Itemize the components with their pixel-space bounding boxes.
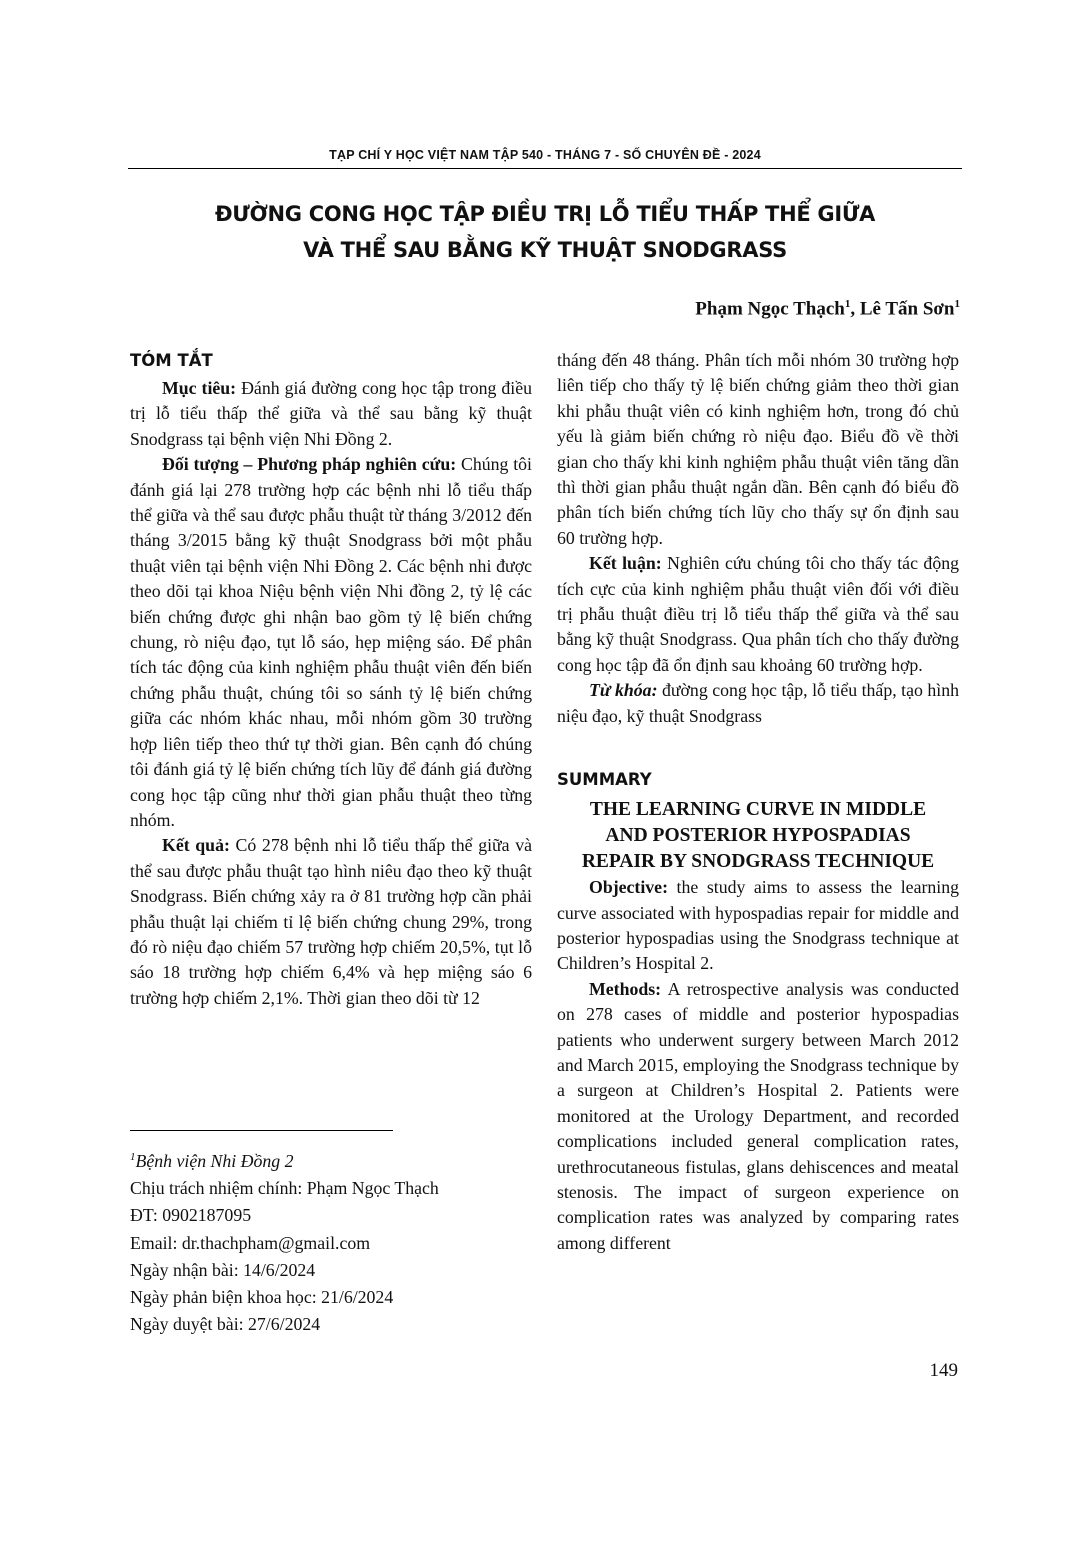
en-objective-label: Objective: — [589, 877, 668, 898]
footnotes — [130, 1144, 532, 1338]
en-methods-label: Methods: — [589, 978, 662, 999]
article-title — [128, 196, 962, 268]
header-rule — [128, 168, 962, 169]
methods-label: Đối tượng – Phương pháp nghiên cứu: — [162, 454, 457, 475]
abstract-vi-heading: TÓM TẮT — [130, 351, 213, 370]
footnote-accepted: Ngày duyệt bài: 27/6/2024 — [130, 1314, 321, 1335]
results-label: Kết quả: — [162, 835, 230, 856]
footnote-reviewed: Ngày phản biện khoa học: 21/6/2024 — [130, 1286, 394, 1307]
en-objective-text: the study aims to assess the learning curve associated with hypospadias repair for middle and posterior hypospadias using the Snodgrass technique at Children’s Hospital 2. — [557, 877, 959, 974]
title-line-1: ĐƯỜNG CONG HỌC TẬP ĐIỀU TRỊ LỖ TIỂU THẤP THỂ GIỮA — [214, 202, 876, 226]
english-title — [557, 797, 959, 875]
keywords-label: Từ khóa: — [589, 680, 658, 701]
right-column — [557, 348, 959, 1256]
english-title-line-1: THE LEARNING CURVE IN MIDDLE — [589, 799, 927, 821]
results-paragraph — [130, 833, 532, 1011]
footnote-mark: 1 — [130, 1151, 136, 1163]
footnote-rule — [130, 1130, 393, 1131]
keywords-paragraph — [557, 678, 959, 729]
affiliation-mark: 1 — [844, 298, 851, 310]
footnote-corresponding: Chịu trách nhiệm chính: Phạm Ngọc Thạch — [130, 1178, 439, 1199]
footnote-affiliation — [130, 1144, 532, 1175]
english-title-line-3: REPAIR BY SNODGRASS TECHNIQUE — [581, 851, 935, 873]
author-list — [695, 298, 960, 320]
footnote-phone: ĐT: 0902187095 — [130, 1205, 252, 1226]
results-continued: tháng đến 48 tháng. Phân tích mỗi nhóm 30 trường hợp liên tiếp cho thấy tỷ lệ biến chứng giảm theo thời gian khi phẫu thuật viên có kinh nghiệm hơn, trong đó chủ yếu là giảm biến chứng rò niệu đạo. Biểu đồ về thời gian cho thấy khi kinh nghiệm phẫu thuật viên tăng dần thì thời gian phẫu thuật ngắn dần. Bên cạnh đó biểu đồ phân tích biến chứng tích lũy cho thấy sự ổn định sau 60 trường hợp. — [557, 350, 959, 548]
objective-paragraph — [130, 376, 532, 452]
author-separator: , — [850, 298, 860, 320]
footnote-received: Ngày nhận bài: 14/6/2024 — [130, 1259, 316, 1280]
footnote-email: Email: dr.thachpham@gmail.com — [130, 1232, 371, 1253]
methods-text: Chúng tôi đánh giá lại 278 trường hợp các bệnh nhi lỗ tiểu thấp thể giữa và thể sau được phẫu thuật từ tháng 3/2012 đến tháng 3/2015 bằng kỹ thuật Snodgrass bởi một phẫu thuật viên tại bệnh viện Nhi Đồng 2. Các bệnh nhi được theo dõi tại khoa Niệu bệnh viện Nhi đồng 2, tỷ lệ các biến chứng được ghi nhận bao gồm tỷ lệ biến chứng chung, rò niệu đạo, tụt lỗ sáo, hẹp miệng sáo. Để phân tích tác động của kinh nghiệm phẫu thuật viên đến biến chứng phẫu thuật, chúng tôi so sánh tỷ lệ biến chứng giữa các nhóm khác nhau, mỗi nhóm gồm 30 trường hợp liên tiếp theo thứ tự thời gian. Bên cạnh đó chúng tôi đánh giá tỷ lệ biến chứng tích lũy để đánh giá đường cong học tập cũng như thời gian phẫu thuật theo từng nhóm. — [130, 454, 532, 830]
en-methods-paragraph — [557, 977, 959, 1256]
objective-text: Đánh giá đường cong học tập trong điều trị lỗ tiểu thấp thể giữa và thể sau bằng kỹ thuật Snodgrass tại bệnh viện Nhi Đồng 2. — [130, 378, 532, 449]
en-objective-paragraph — [557, 875, 959, 977]
title-line-2: VÀ THỂ SAU BẰNG KỸ THUẬT SNODGRASS — [303, 238, 787, 262]
affiliation-mark: 1 — [954, 298, 960, 310]
conclusion-text: Nghiên cứu chúng tôi cho thấy tác động tích cực của kinh nghiệm phẫu thuật viên đối với điều trị phẫu thuật điều trị lỗ tiểu thấp thể giữa và thể sau bằng kỹ thuật Snodgrass. Qua phân tích cho thấy đường cong học tập đã ổn định sau khoảng 60 trường hợp. — [557, 553, 959, 675]
keywords-text: đường cong học tập, lỗ tiểu thấp, tạo hình niệu đạo, kỹ thuật Snodgrass — [557, 680, 959, 726]
author-name: Phạm Ngọc Thạch — [695, 298, 845, 320]
en-methods-text: A retrospective analysis was conducted on 278 cases of middle and posterior hypospadias patients who underwent surgery between March 2012 and March 2015, employing the Snodgrass technique by a surgeon at Children’s Hospital 2. Patients were monitored at the Urology Department, and recorded complications included general complication rates, urethrocutaneous fistulas, glans dehiscences and meatal stenosis. The impact of surgeon experience on complication rates was analyzed by comparing rates among different — [557, 978, 959, 1253]
conclusion-label: Kết luận: — [589, 553, 662, 574]
affiliation-text: Bệnh viện Nhi Đồng 2 — [135, 1150, 294, 1171]
english-title-line-2: AND POSTERIOR HYPOSPADIAS — [605, 825, 911, 847]
author-name: Lê Tấn Sơn — [859, 298, 955, 320]
results-text: Có 278 bệnh nhi lỗ tiểu thấp thể giữa và thể sau được phẫu thuật tạo hình niêu đạo theo kỹ thuật Snodgrass. Biến chứng xảy ra ở 81 trường hợp cần phải phẫu thuật lại chiếm tỉ lệ biến chứng chung 29%, trong đó rò niệu đạo chiếm 57 trường hợp chiếm 20,5%, tụt lỗ sáo 18 trường hợp chiếm 6,4% và hẹp miệng sáo 6 trường hợp chiếm 2,1%. Thời gian theo dõi từ 12 — [130, 835, 532, 1008]
left-column — [130, 348, 532, 1011]
objective-label: Mục tiêu: — [162, 378, 237, 398]
conclusion-paragraph — [557, 551, 959, 678]
page-number: 149 — [929, 1360, 958, 1381]
running-header: TẠP CHÍ Y HỌC VIỆT NAM TẬP 540 - THÁNG 7 - SỐ CHUYÊN ĐỀ - 2024 — [329, 148, 761, 162]
summary-heading: SUMMARY — [557, 770, 652, 790]
methods-paragraph — [130, 452, 532, 833]
